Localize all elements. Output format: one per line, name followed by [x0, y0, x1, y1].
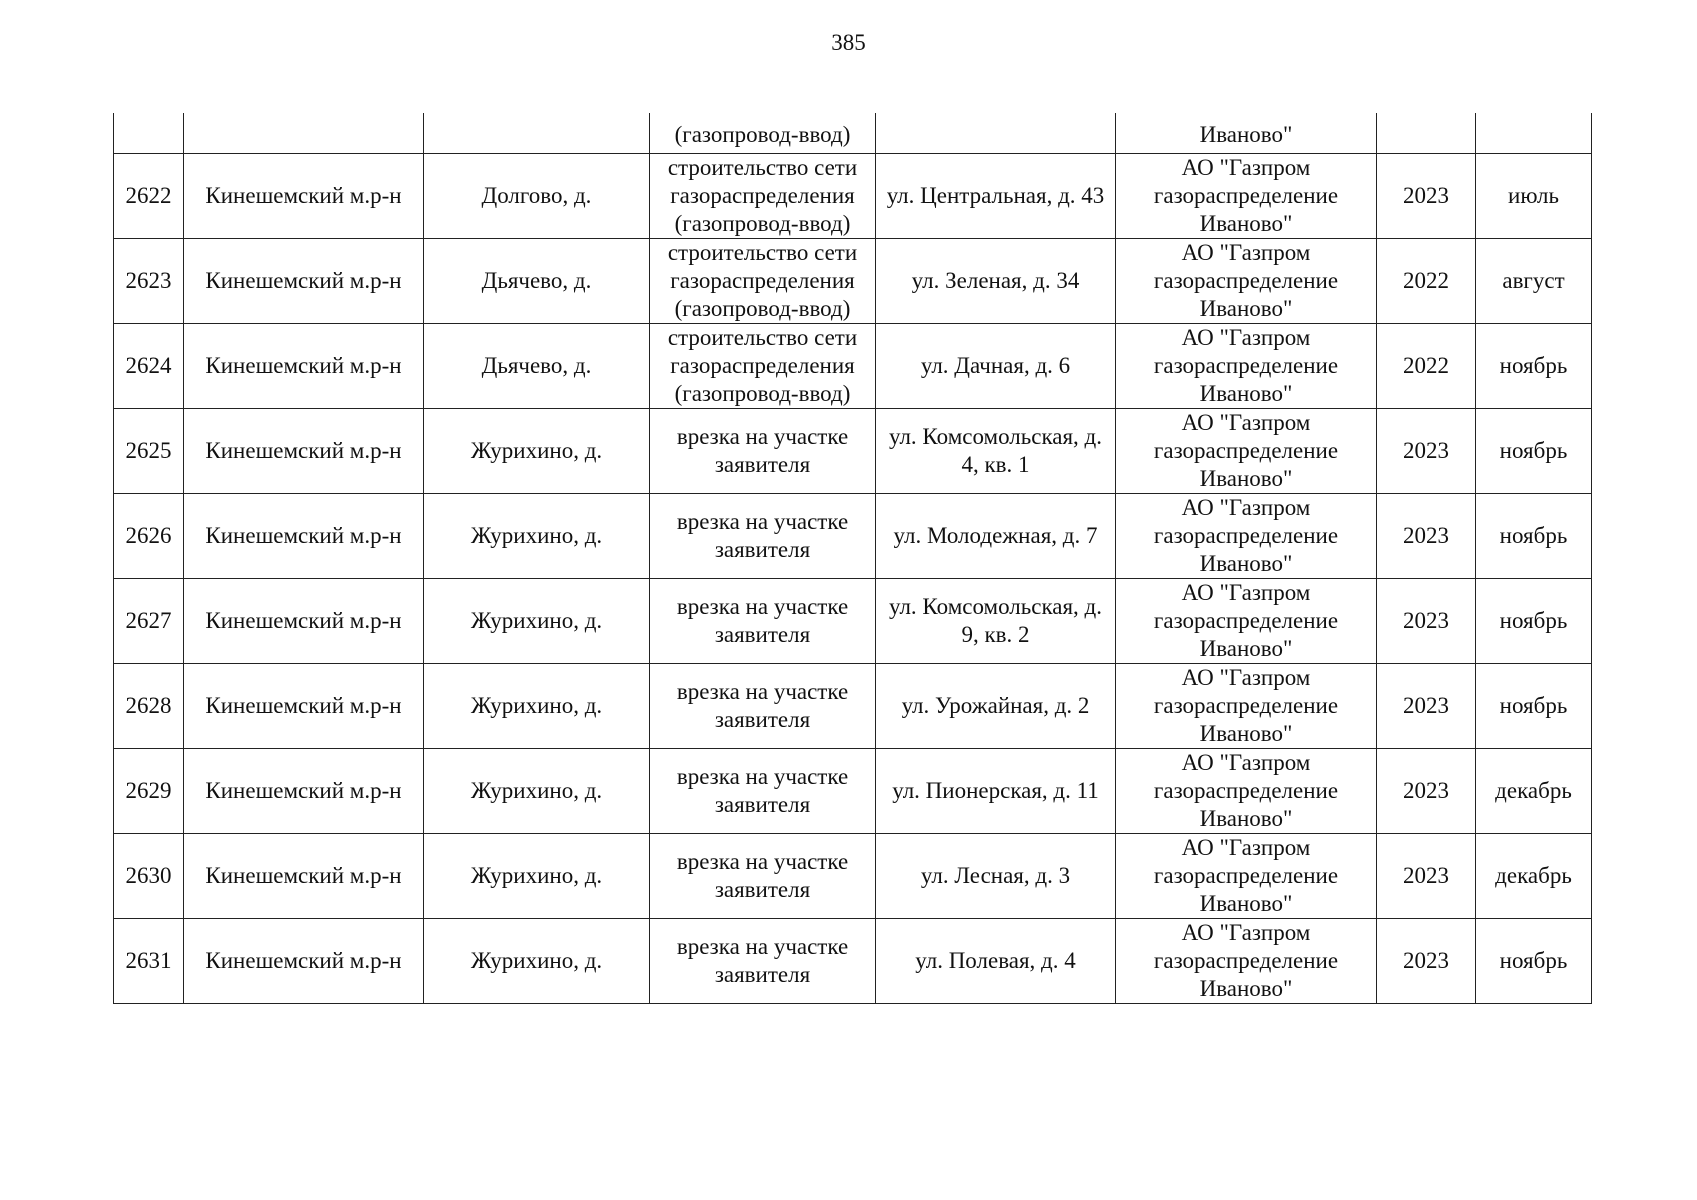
cell-month: июль [1476, 153, 1592, 238]
cell-address [876, 113, 1116, 153]
cell-locality [424, 113, 650, 153]
table-row [114, 833, 1592, 918]
cell-num: 2628 [114, 663, 184, 748]
cell-year: 2023 [1377, 153, 1476, 238]
cell-locality: Долгово, д. [424, 153, 650, 238]
cell-num: 2631 [114, 918, 184, 1003]
cell-address: ул. Комсомольская, д. 4, кв. 1 [876, 408, 1116, 493]
cell-month: ноябрь [1476, 493, 1592, 578]
cell-org: АО "Газпром газораспределение Иваново" [1116, 918, 1377, 1003]
cell-org: АО "Газпром газораспределение Иваново" [1116, 748, 1377, 833]
cell-month: ноябрь [1476, 323, 1592, 408]
cell-org: АО "Газпром газораспределение Иваново" [1116, 578, 1377, 663]
cell-org: АО "Газпром газораспределение Иваново" [1116, 323, 1377, 408]
cell-district: Кинешемский м.р-н [184, 748, 424, 833]
cell-org: АО "Газпром газораспределение Иваново" [1116, 238, 1377, 323]
cell-month: август [1476, 238, 1592, 323]
cell-year: 2023 [1377, 748, 1476, 833]
cell-district: Кинешемский м.р-н [184, 918, 424, 1003]
cell-work: врезка на участке заявителя [650, 578, 876, 663]
cell-district: Кинешемский м.р-н [184, 663, 424, 748]
table-row [114, 323, 1592, 408]
cell-work: строительство сети газораспределения (газопровод-ввод) [650, 238, 876, 323]
cell-district: Кинешемский м.р-н [184, 238, 424, 323]
cell-work: строительство сети газораспределения (газопровод-ввод) [650, 323, 876, 408]
cell-org: Иваново" [1116, 113, 1377, 153]
cell-num: 2623 [114, 238, 184, 323]
cell-num: 2627 [114, 578, 184, 663]
cell-num: 2629 [114, 748, 184, 833]
cell-locality: Журихино, д. [424, 408, 650, 493]
cell-district: Кинешемский м.р-н [184, 323, 424, 408]
cell-num: 2625 [114, 408, 184, 493]
cell-district [184, 113, 424, 153]
cell-year: 2023 [1377, 493, 1476, 578]
cell-locality: Журихино, д. [424, 833, 650, 918]
table-row [114, 153, 1592, 238]
cell-district: Кинешемский м.р-н [184, 578, 424, 663]
cell-locality: Журихино, д. [424, 493, 650, 578]
table-row [114, 408, 1592, 493]
cell-num: 2624 [114, 323, 184, 408]
cell-district: Кинешемский м.р-н [184, 493, 424, 578]
cell-work: врезка на участке заявителя [650, 833, 876, 918]
cell-org: АО "Газпром газораспределение Иваново" [1116, 833, 1377, 918]
cell-work: врезка на участке заявителя [650, 918, 876, 1003]
cell-org: АО "Газпром газораспределение Иваново" [1116, 153, 1377, 238]
cell-year: 2023 [1377, 833, 1476, 918]
cell-address: ул. Лесная, д. 3 [876, 833, 1116, 918]
gasification-table [113, 113, 1592, 1004]
table-row [114, 748, 1592, 833]
table-row [114, 663, 1592, 748]
cell-address: ул. Зеленая, д. 34 [876, 238, 1116, 323]
cell-work: врезка на участке заявителя [650, 663, 876, 748]
cell-num: 2622 [114, 153, 184, 238]
cell-locality: Дьячево, д. [424, 238, 650, 323]
page-number: 385 [831, 30, 866, 55]
cell-month: ноябрь [1476, 408, 1592, 493]
cell-address: ул. Молодежная, д. 7 [876, 493, 1116, 578]
cell-month: ноябрь [1476, 663, 1592, 748]
cell-month: ноябрь [1476, 918, 1592, 1003]
cell-month: ноябрь [1476, 578, 1592, 663]
table-row [114, 493, 1592, 578]
cell-year: 2023 [1377, 578, 1476, 663]
cell-work: (газопровод-ввод) [650, 113, 876, 153]
cell-year: 2022 [1377, 323, 1476, 408]
cell-year: 2023 [1377, 408, 1476, 493]
cell-num [114, 113, 184, 153]
cell-year [1377, 113, 1476, 153]
cell-address: ул. Полевая, д. 4 [876, 918, 1116, 1003]
table-row [114, 918, 1592, 1003]
cell-year: 2022 [1377, 238, 1476, 323]
cell-org: АО "Газпром газораспределение Иваново" [1116, 408, 1377, 493]
cell-district: Кинешемский м.р-н [184, 408, 424, 493]
cell-org: АО "Газпром газораспределение Иваново" [1116, 493, 1377, 578]
cell-org: АО "Газпром газораспределение Иваново" [1116, 663, 1377, 748]
cell-locality: Журихино, д. [424, 918, 650, 1003]
cell-work: врезка на участке заявителя [650, 493, 876, 578]
cell-month: декабрь [1476, 748, 1592, 833]
cell-work: врезка на участке заявителя [650, 408, 876, 493]
cell-month: декабрь [1476, 833, 1592, 918]
cell-year: 2023 [1377, 663, 1476, 748]
cell-locality: Дьячево, д. [424, 323, 650, 408]
cell-district: Кинешемский м.р-н [184, 833, 424, 918]
cell-address: ул. Урожайная, д. 2 [876, 663, 1116, 748]
cell-address: ул. Комсомольская, д. 9, кв. 2 [876, 578, 1116, 663]
cell-num: 2626 [114, 493, 184, 578]
cell-month [1476, 113, 1592, 153]
cell-year: 2023 [1377, 918, 1476, 1003]
cell-locality: Журихино, д. [424, 663, 650, 748]
cell-num: 2630 [114, 833, 184, 918]
cell-locality: Журихино, д. [424, 578, 650, 663]
cell-work: строительство сети газораспределения (газопровод-ввод) [650, 153, 876, 238]
cell-locality: Журихино, д. [424, 748, 650, 833]
continuation-row [114, 113, 1592, 153]
cell-address: ул. Пионерская, д. 11 [876, 748, 1116, 833]
table-row [114, 578, 1592, 663]
table-row [114, 238, 1592, 323]
cell-district: Кинешемский м.р-н [184, 153, 424, 238]
cell-address: ул. Центральная, д. 43 [876, 153, 1116, 238]
cell-work: врезка на участке заявителя [650, 748, 876, 833]
cell-address: ул. Дачная, д. 6 [876, 323, 1116, 408]
